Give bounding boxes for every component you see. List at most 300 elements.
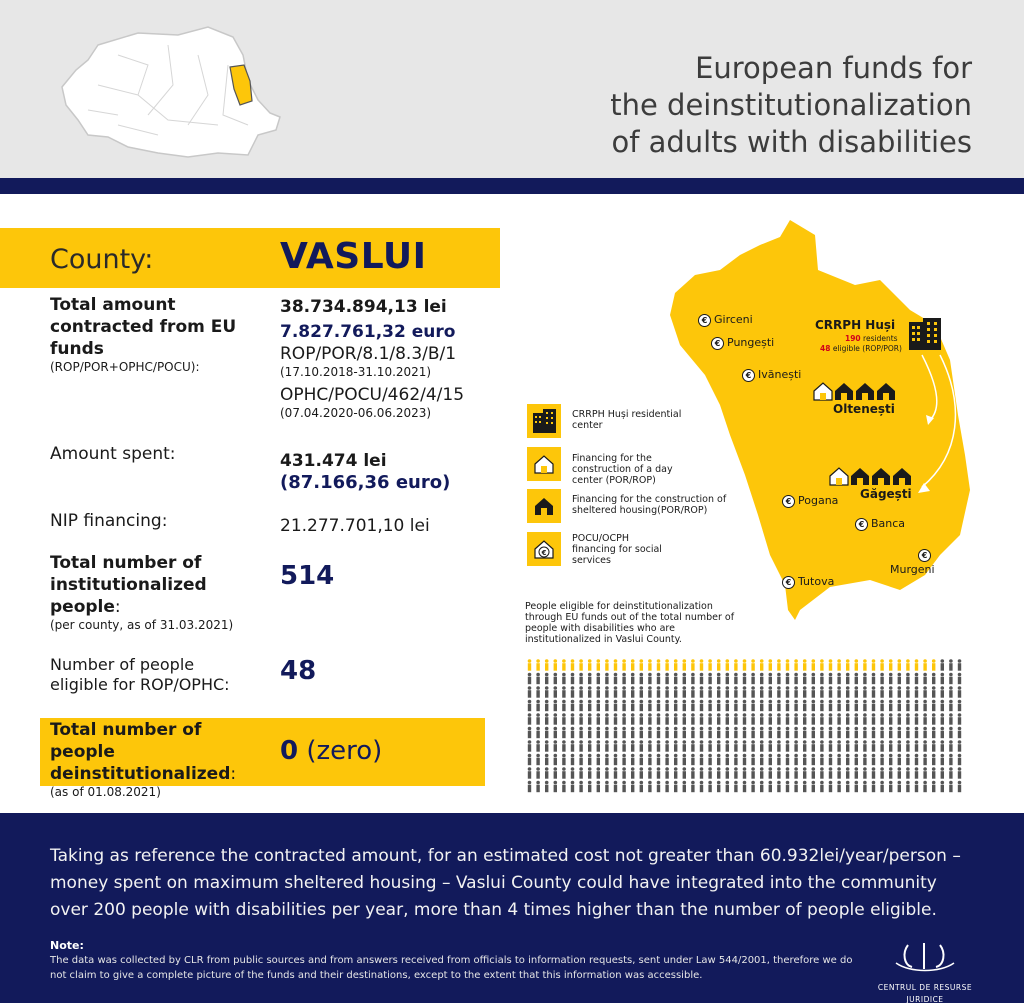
- person-icon: [691, 740, 695, 752]
- person-icon: [554, 767, 558, 779]
- person-icon: [812, 686, 816, 698]
- person-icon: [683, 754, 687, 766]
- person-icon: [536, 673, 540, 685]
- person-icon: [915, 686, 919, 698]
- person-eligible-icon: [562, 659, 566, 671]
- person-icon: [545, 727, 549, 739]
- contracted-lei: 38.734.894,13 lei: [280, 297, 447, 317]
- person-icon: [906, 767, 910, 779]
- person-icon: [571, 700, 575, 712]
- person-icon: [812, 700, 816, 712]
- person-icon: [648, 673, 652, 685]
- person-icon: [691, 673, 695, 685]
- person-icon: [898, 767, 902, 779]
- legend-building-icon: [527, 404, 561, 438]
- person-icon: [846, 740, 850, 752]
- person-icon: [640, 740, 644, 752]
- person-eligible-icon: [906, 659, 910, 671]
- person-icon: [579, 700, 583, 712]
- contracted-label-text: Total amount contracted from EU funds: [50, 295, 237, 359]
- person-eligible-icon: [760, 659, 764, 671]
- person-icon: [648, 754, 652, 766]
- person-icon: [734, 713, 738, 725]
- person-icon: [837, 767, 841, 779]
- person-icon: [726, 767, 730, 779]
- person-icon: [674, 673, 678, 685]
- person-icon: [631, 754, 635, 766]
- person-eligible-icon: [777, 659, 781, 671]
- person-icon: [751, 767, 755, 779]
- person-icon: [528, 754, 532, 766]
- person-icon: [786, 673, 790, 685]
- person-icon: [674, 686, 678, 698]
- person-icon: [949, 740, 953, 752]
- person-icon: [751, 740, 755, 752]
- person-icon: [674, 727, 678, 739]
- person-icon: [958, 740, 962, 752]
- person-icon: [846, 700, 850, 712]
- person-icon: [760, 673, 764, 685]
- person-icon: [708, 700, 712, 712]
- person-icon: [863, 767, 867, 779]
- person-icon: [949, 767, 953, 779]
- person-icon: [769, 713, 773, 725]
- deinst-colon: :: [230, 764, 237, 784]
- person-icon: [554, 781, 558, 793]
- person-icon: [889, 754, 893, 766]
- nip-value: 21.277.701,10 lei: [280, 516, 430, 536]
- person-icon: [786, 781, 790, 793]
- person-icon: [949, 754, 953, 766]
- person-icon: [751, 781, 755, 793]
- person-icon: [571, 740, 575, 752]
- person-eligible-icon: [743, 659, 747, 671]
- person-icon: [769, 700, 773, 712]
- person-icon: [700, 673, 704, 685]
- person-eligible-icon: [536, 659, 540, 671]
- person-icon: [648, 781, 652, 793]
- contract1-dates: (17.10.2018-31.10.2021): [280, 365, 432, 379]
- person-icon: [915, 673, 919, 685]
- clr-logo: [870, 941, 980, 1005]
- person-icon: [812, 740, 816, 752]
- legend-social: POCU/OCPH financing for social services: [572, 533, 662, 566]
- person-icon: [803, 754, 807, 766]
- person-icon: [863, 740, 867, 752]
- person-icon: [700, 767, 704, 779]
- person-icon: [812, 713, 816, 725]
- person-icon: [820, 767, 824, 779]
- person-eligible-icon: [923, 659, 927, 671]
- person-icon: [614, 713, 618, 725]
- person-icon: [906, 713, 910, 725]
- map-place-oltenesti: Oltenești: [833, 402, 895, 416]
- person-icon: [597, 686, 601, 698]
- person-icon: [941, 700, 945, 712]
- person-icon: [837, 700, 841, 712]
- person-eligible-icon: [640, 659, 644, 671]
- person-icon: [941, 781, 945, 793]
- sheltered-house-icon: [851, 468, 869, 485]
- person-icon: [760, 686, 764, 698]
- person-icon: [579, 767, 583, 779]
- person-icon: [803, 686, 807, 698]
- person-icon: [958, 673, 962, 685]
- person-icon: [872, 673, 876, 685]
- person-eligible-icon: [769, 659, 773, 671]
- person-icon: [786, 713, 790, 725]
- person-icon: [906, 740, 910, 752]
- euro-icon: €: [918, 549, 931, 562]
- person-icon: [941, 727, 945, 739]
- contracted-values: [280, 296, 464, 421]
- crrph-name: CRRPH Huși: [815, 318, 896, 332]
- person-icon: [571, 727, 575, 739]
- person-icon: [562, 673, 566, 685]
- person-icon: [571, 781, 575, 793]
- person-icon: [923, 700, 927, 712]
- person-icon: [932, 673, 936, 685]
- person-icon: [726, 754, 730, 766]
- person-icon: [820, 686, 824, 698]
- person-icon: [794, 767, 798, 779]
- person-eligible-icon: [863, 659, 867, 671]
- person-icon: [717, 673, 721, 685]
- person-eligible-icon: [829, 659, 833, 671]
- gagesti-houses: [829, 466, 913, 486]
- person-icon: [872, 700, 876, 712]
- person-icon: [837, 781, 841, 793]
- person-icon: [898, 754, 902, 766]
- person-icon: [794, 781, 798, 793]
- person-icon: [614, 727, 618, 739]
- person-icon: [717, 700, 721, 712]
- person-icon: [751, 754, 755, 766]
- contracted-euro: 7.827.761,32 euro: [280, 322, 456, 342]
- person-eligible-icon: [880, 659, 884, 671]
- person-eligible-icon: [751, 659, 755, 671]
- person-icon: [708, 673, 712, 685]
- person-eligible-icon: [794, 659, 798, 671]
- person-icon: [812, 781, 816, 793]
- person-icon: [605, 754, 609, 766]
- person-icon: [622, 740, 626, 752]
- person-icon: [579, 781, 583, 793]
- person-icon: [597, 673, 601, 685]
- person-icon: [769, 686, 773, 698]
- person-icon: [622, 700, 626, 712]
- person-icon: [846, 713, 850, 725]
- person-icon: [665, 700, 669, 712]
- person-icon: [846, 686, 850, 698]
- person-icon: [923, 767, 927, 779]
- person-eligible-icon: [837, 659, 841, 671]
- person-icon: [631, 767, 635, 779]
- logo-line1: CENTRUL DE RESURSE: [877, 983, 973, 992]
- person-icon: [863, 713, 867, 725]
- legend-sheltered: Financing for the construction of sheltered housing(POR/ROP): [572, 494, 727, 516]
- person-icon: [769, 754, 773, 766]
- person-icon: [906, 686, 910, 698]
- crrph-residents: 190 residents: [845, 334, 898, 343]
- person-icon: [622, 727, 626, 739]
- person-icon: [708, 740, 712, 752]
- person-icon: [786, 700, 790, 712]
- person-icon: [846, 781, 850, 793]
- euro-icon: €: [742, 369, 755, 382]
- person-icon: [820, 754, 824, 766]
- person-icon: [837, 740, 841, 752]
- person-icon: [614, 754, 618, 766]
- map-place-pogana: € Pogana: [782, 494, 838, 508]
- person-icon: [751, 686, 755, 698]
- person-icon: [708, 727, 712, 739]
- person-icon: [923, 686, 927, 698]
- person-icon: [820, 740, 824, 752]
- person-icon: [820, 781, 824, 793]
- person-eligible-icon: [889, 659, 893, 671]
- person-icon: [906, 700, 910, 712]
- person-icon: [700, 686, 704, 698]
- person-icon: [528, 686, 532, 698]
- person-icon: [889, 767, 893, 779]
- deinst-label: [50, 719, 250, 800]
- person-icon: [941, 659, 945, 671]
- person-icon: [932, 740, 936, 752]
- person-icon: [855, 686, 859, 698]
- person-icon: [579, 673, 583, 685]
- person-icon: [932, 727, 936, 739]
- person-icon: [941, 754, 945, 766]
- person-icon: [872, 713, 876, 725]
- person-icon: [562, 740, 566, 752]
- person-icon: [528, 727, 532, 739]
- person-icon: [949, 659, 953, 671]
- person-icon: [846, 767, 850, 779]
- person-icon: [545, 781, 549, 793]
- person-icon: [562, 700, 566, 712]
- person-icon: [872, 754, 876, 766]
- person-icon: [734, 673, 738, 685]
- person-icon: [751, 673, 755, 685]
- person-icon: [588, 700, 592, 712]
- institutionalized-label: [50, 552, 250, 633]
- person-icon: [915, 781, 919, 793]
- person-icon: [528, 740, 532, 752]
- person-icon: [657, 700, 661, 712]
- person-icon: [734, 740, 738, 752]
- person-icon: [640, 686, 644, 698]
- person-icon: [708, 781, 712, 793]
- person-icon: [923, 673, 927, 685]
- person-eligible-icon: [631, 659, 635, 671]
- person-icon: [700, 754, 704, 766]
- person-icon: [691, 686, 695, 698]
- person-icon: [545, 686, 549, 698]
- person-icon: [898, 686, 902, 698]
- person-eligible-icon: [812, 659, 816, 671]
- footer-text: Taking as reference the contracted amount, for an estimated cost not greater than 60.932lei/year/person – money spent on maximum sheltered housing – Vaslui County could have integrated into the community over 200 people with disabilities per year, more than 4 times higher than the number of people eligible.: [50, 846, 961, 920]
- euro-icon: €: [855, 518, 868, 531]
- person-icon: [889, 686, 893, 698]
- person-icon: [846, 754, 850, 766]
- person-icon: [855, 673, 859, 685]
- person-icon: [528, 673, 532, 685]
- contracted-label: [50, 294, 240, 375]
- person-icon: [794, 754, 798, 766]
- institutionalized-colon: :: [114, 597, 121, 617]
- person-icon: [820, 673, 824, 685]
- person-icon: [941, 740, 945, 752]
- person-icon: [665, 740, 669, 752]
- person-icon: [889, 713, 893, 725]
- legend-social-icon: [527, 532, 561, 566]
- map-place-girceni: € Girceni: [698, 313, 753, 327]
- person-icon: [932, 686, 936, 698]
- person-eligible-icon: [734, 659, 738, 671]
- person-icon: [872, 727, 876, 739]
- person-icon: [665, 767, 669, 779]
- person-icon: [726, 713, 730, 725]
- person-icon: [949, 727, 953, 739]
- person-icon: [674, 740, 678, 752]
- person-icon: [614, 767, 618, 779]
- person-icon: [554, 740, 558, 752]
- person-icon: [760, 754, 764, 766]
- person-icon: [760, 700, 764, 712]
- person-icon: [597, 767, 601, 779]
- person-icon: [949, 673, 953, 685]
- person-icon: [872, 781, 876, 793]
- person-icon: [588, 740, 592, 752]
- person-icon: [837, 673, 841, 685]
- note-text: The data was collected by CLR from public sources and from answers received from officials to information requests, sent under Law 544/2001, therefore we do not claim to give a complete picture of the funds and their destinations, except to the extent that this information was accessible.: [50, 955, 853, 981]
- person-icon: [597, 781, 601, 793]
- person-eligible-icon: [803, 659, 807, 671]
- deinst-value-zero: 0: [280, 736, 299, 766]
- person-icon: [880, 713, 884, 725]
- person-icon: [777, 781, 781, 793]
- map-place-banca: € Banca: [855, 517, 905, 531]
- person-icon: [588, 767, 592, 779]
- person-icon: [665, 686, 669, 698]
- person-icon: [640, 673, 644, 685]
- person-icon: [880, 727, 884, 739]
- person-icon: [674, 700, 678, 712]
- person-icon: [846, 673, 850, 685]
- person-icon: [683, 727, 687, 739]
- map-place-tutova: € Tutova: [782, 575, 834, 589]
- person-icon: [889, 740, 893, 752]
- person-icon: [622, 686, 626, 698]
- person-icon: [863, 727, 867, 739]
- person-icon: [614, 673, 618, 685]
- person-icon: [880, 686, 884, 698]
- person-icon: [863, 686, 867, 698]
- person-icon: [622, 673, 626, 685]
- person-icon: [605, 686, 609, 698]
- person-icon: [545, 767, 549, 779]
- person-icon: [674, 713, 678, 725]
- sheltered-house-icon: [872, 468, 890, 485]
- person-icon: [648, 767, 652, 779]
- person-icon: [760, 767, 764, 779]
- person-icon: [863, 781, 867, 793]
- person-icon: [631, 686, 635, 698]
- person-icon: [898, 700, 902, 712]
- person-icon: [760, 781, 764, 793]
- person-icon: [631, 727, 635, 739]
- euro-icon: €: [698, 314, 711, 327]
- person-icon: [562, 767, 566, 779]
- person-icon: [829, 767, 833, 779]
- spent-lei: 431.474 lei: [280, 451, 387, 471]
- person-icon: [717, 767, 721, 779]
- people-chart-caption: People eligible for deinstitutionalization through EU funds out of the total number of people with disabilities who are institutionalized in Vaslui County.: [525, 601, 735, 645]
- person-icon: [829, 713, 833, 725]
- person-icon: [683, 673, 687, 685]
- person-icon: [769, 673, 773, 685]
- person-icon: [579, 740, 583, 752]
- person-icon: [872, 767, 876, 779]
- person-icon: [631, 713, 635, 725]
- person-icon: [648, 727, 652, 739]
- day-center-house-icon: [830, 468, 848, 485]
- person-eligible-icon: [708, 659, 712, 671]
- person-icon: [579, 727, 583, 739]
- person-icon: [554, 713, 558, 725]
- legend-day-center-icon: [527, 447, 561, 481]
- person-icon: [622, 767, 626, 779]
- person-icon: [545, 740, 549, 752]
- person-icon: [812, 727, 816, 739]
- person-eligible-icon: [665, 659, 669, 671]
- legend-residential: CRRPH Huși residential center: [572, 409, 682, 431]
- person-icon: [657, 713, 661, 725]
- person-icon: [726, 700, 730, 712]
- person-icon: [932, 767, 936, 779]
- person-icon: [717, 740, 721, 752]
- person-icon: [837, 727, 841, 739]
- person-icon: [777, 767, 781, 779]
- person-icon: [855, 767, 859, 779]
- person-icon: [958, 713, 962, 725]
- person-icon: [855, 727, 859, 739]
- person-icon: [631, 740, 635, 752]
- person-icon: [958, 686, 962, 698]
- person-icon: [708, 754, 712, 766]
- person-icon: [691, 700, 695, 712]
- person-icon: [640, 781, 644, 793]
- clr-logo-mark: [890, 941, 960, 977]
- person-icon: [769, 727, 773, 739]
- person-icon: [648, 740, 652, 752]
- person-icon: [536, 767, 540, 779]
- person-icon: [777, 713, 781, 725]
- map-place-murgeni: Murgeni: [890, 563, 935, 576]
- person-eligible-icon: [648, 659, 652, 671]
- nip-label: NIP financing:: [50, 511, 168, 531]
- deinst-label-text: Total number of people deinstitutionalized: [50, 720, 231, 784]
- institutionalized-value: 514: [280, 561, 335, 591]
- person-icon: [923, 740, 927, 752]
- person-icon: [536, 740, 540, 752]
- person-icon: [855, 740, 859, 752]
- person-icon: [803, 781, 807, 793]
- person-icon: [717, 754, 721, 766]
- person-icon: [863, 700, 867, 712]
- person-icon: [751, 727, 755, 739]
